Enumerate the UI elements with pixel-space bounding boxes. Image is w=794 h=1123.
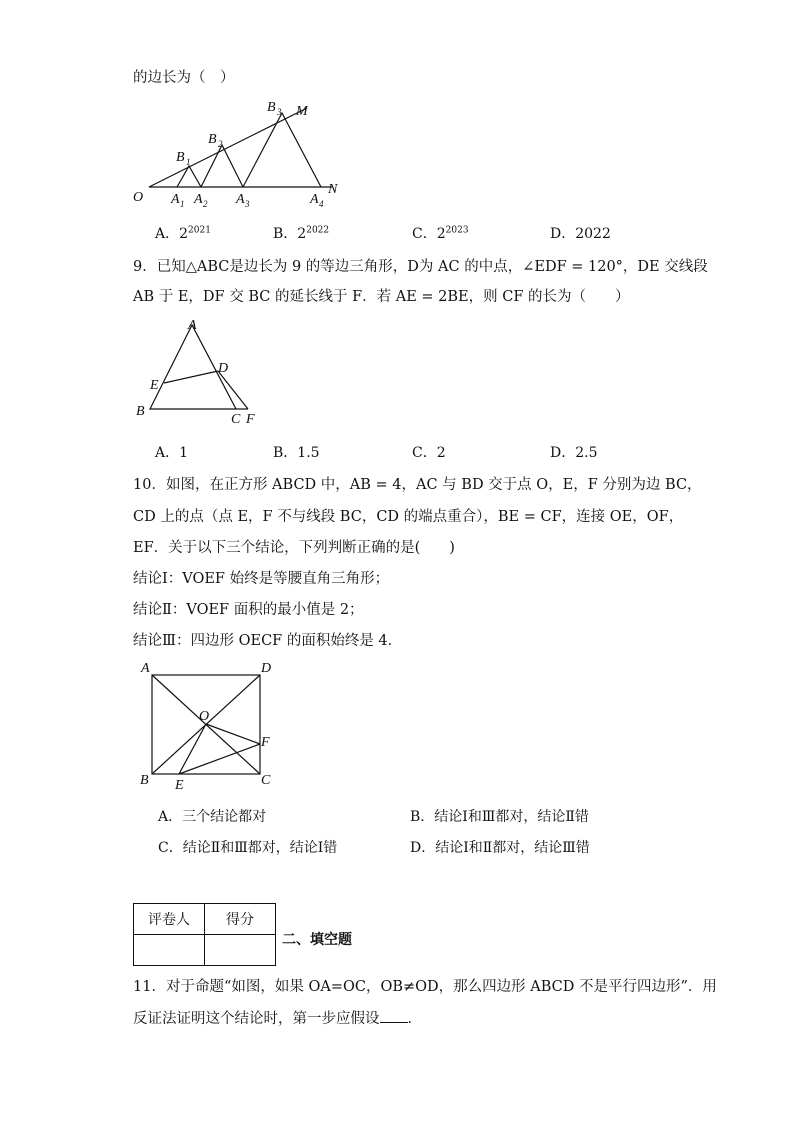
q8-option-c[interactable]: C．$2^{2023}$ xyxy=(412,225,469,242)
q8-figure xyxy=(125,95,365,215)
q9-option-c[interactable]: C．2 xyxy=(412,445,446,461)
q11-line-1: 11．对于命题“如图，如果 OA=OC，OB≠OD，那么四边形 ABCD 不是平行四边形”．用 xyxy=(133,979,717,995)
label-a4: A xyxy=(310,192,319,207)
segment-oe xyxy=(179,724,206,774)
q8-option-d[interactable]: D．2022 xyxy=(550,226,611,242)
q10-conclusion-2: 结论Ⅱ：VOEF 面积的最小值是 2； xyxy=(133,602,364,618)
q10-conclusion-3: 结论Ⅲ：四边形 OECF 的面积始终是 4． xyxy=(133,633,403,649)
label-f: F xyxy=(261,735,270,750)
label-o: O xyxy=(199,709,210,724)
label-b1-sub: 1 xyxy=(186,157,191,167)
label-b2-sub: 2 xyxy=(218,139,223,149)
q10-line-2: CD 上的点（点 E，F 不与线段 BC，CD 的端点重合），BE = CF，连接 OE，OF， xyxy=(133,509,684,525)
score-cell[interactable] xyxy=(205,935,276,966)
label-a1-sub: 1 xyxy=(180,199,185,209)
segment-ef xyxy=(179,744,260,774)
q9-option-d[interactable]: D．2.5 xyxy=(550,445,598,461)
label-a2: A xyxy=(194,192,203,207)
label-b1: B xyxy=(176,150,185,165)
triangle-1 xyxy=(177,166,201,187)
answer-blank[interactable] xyxy=(380,1009,408,1023)
q9-figure xyxy=(130,315,265,430)
reviewer-cell[interactable] xyxy=(134,935,205,966)
label-d: D xyxy=(261,661,272,676)
label-a: A xyxy=(188,318,197,333)
label-b3-sub: 3 xyxy=(277,107,282,117)
q10-option-d[interactable]: D．结论Ⅰ和Ⅱ都对，结论Ⅲ错 xyxy=(410,840,590,856)
score-header: 得分 xyxy=(205,904,276,935)
q11-line-2: 反证法证明这个结论时，第一步应假设 ． xyxy=(133,1011,422,1027)
label-c: C xyxy=(231,412,241,427)
q9-option-b[interactable]: B．1.5 xyxy=(273,445,320,461)
label-e: E xyxy=(175,778,184,793)
segment-of xyxy=(206,724,260,744)
q10-option-b[interactable]: B．结论Ⅰ和Ⅲ都对，结论Ⅱ错 xyxy=(410,809,589,825)
q8-option-b[interactable]: B．$2^{2022}$ xyxy=(273,225,330,242)
section-title: 二、填空题 xyxy=(282,932,352,948)
q8-stem-tail: 的边长为（ ） xyxy=(133,70,235,86)
q10-conclusion-1: 结论Ⅰ：VOEF 始终是等腰直角三角形； xyxy=(133,571,390,587)
q9-option-a[interactable]: A．1 xyxy=(155,445,189,461)
q9-line-1: 9．已知△ABC是边长为 9 的等边三角形，D为 AC 的中点，∠EDF = 120°，DE 交线段 xyxy=(133,259,708,275)
label-n: N xyxy=(328,182,338,197)
label-b: B xyxy=(136,404,145,419)
label-a: A xyxy=(141,661,150,676)
label-e: E xyxy=(150,378,159,393)
q8-option-a[interactable]: A．$2^{2021}$ xyxy=(155,225,211,242)
label-a3: A xyxy=(236,192,245,207)
reviewer-header: 评卷人 xyxy=(134,904,205,935)
ray-om xyxy=(149,108,307,187)
label-b: B xyxy=(140,773,149,788)
label-c: C xyxy=(261,773,271,788)
label-m: M xyxy=(296,104,308,119)
label-b2: B xyxy=(208,132,217,147)
q10-figure xyxy=(135,658,280,793)
segment-de xyxy=(164,371,218,383)
label-b3: B xyxy=(267,100,276,115)
q10-option-a[interactable]: A．三个结论都对 xyxy=(158,809,267,825)
q10-option-c[interactable]: C．结论Ⅱ和Ⅲ都对，结论Ⅰ错 xyxy=(158,840,338,856)
triangle-3 xyxy=(243,113,321,187)
score-table xyxy=(133,903,276,966)
label-f: F xyxy=(246,412,255,427)
triangle-2 xyxy=(201,145,243,187)
q10-line-1: 10．如图，在正方形 ABCD 中，AB = 4，AC 与 BD 交于点 O，E，F 分别为边 BC， xyxy=(133,477,702,493)
label-a1: A xyxy=(171,192,180,207)
label-d: D xyxy=(218,361,229,376)
label-a2-sub: 2 xyxy=(203,199,208,209)
label-a4-sub: 4 xyxy=(319,199,324,209)
label-o: O xyxy=(133,190,144,205)
q9-line-2: AB 于 E，DF 交 BC 的延长线于 F．若 AE = 2BE，则 CF 的长为（ ） xyxy=(133,289,630,305)
q10-line-3: EF．关于以下三个结论，下列判断正确的是( ) xyxy=(133,540,455,556)
label-a3-sub: 3 xyxy=(245,199,250,209)
